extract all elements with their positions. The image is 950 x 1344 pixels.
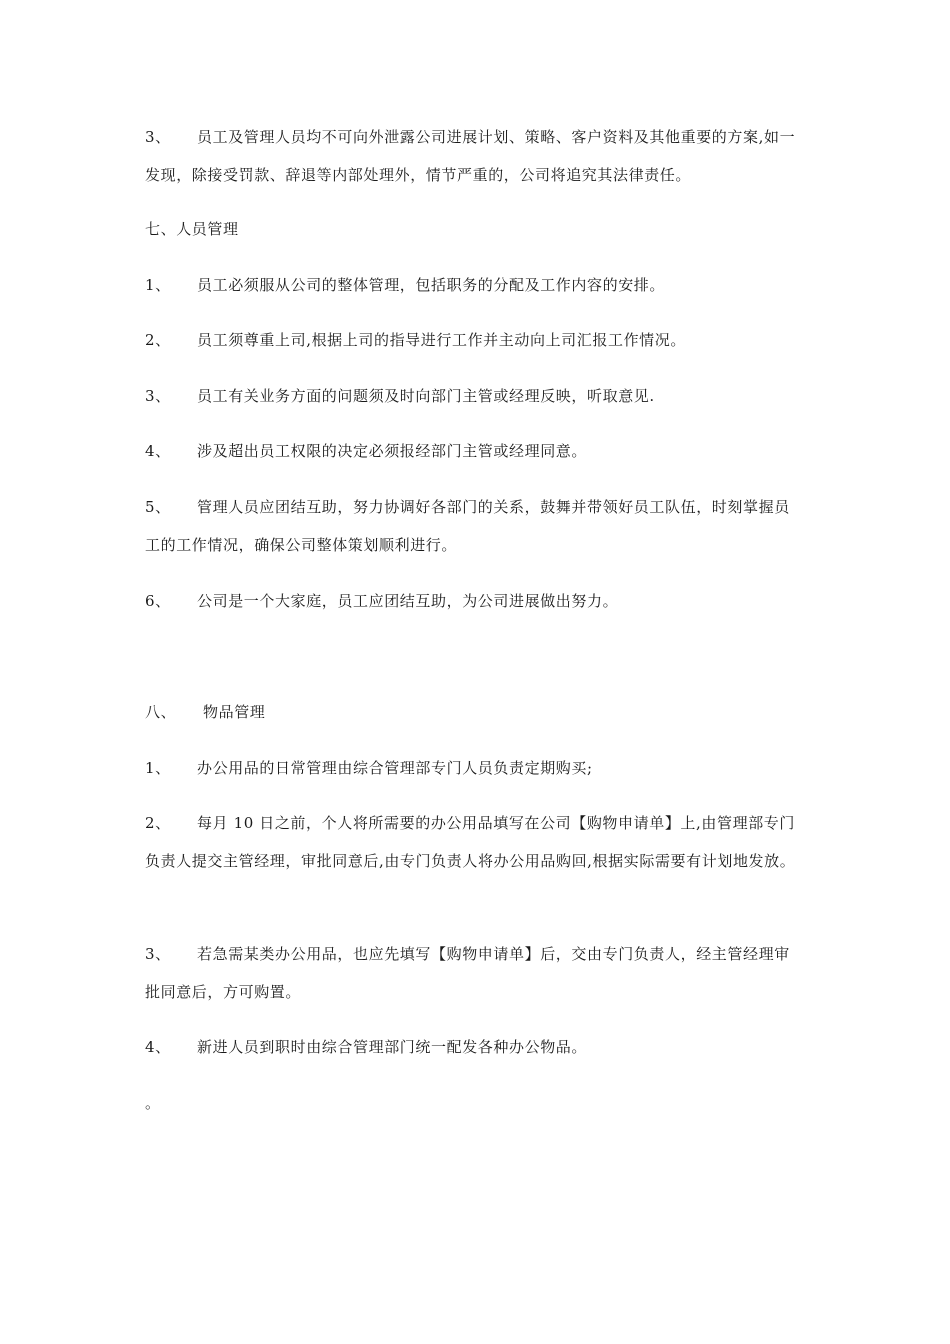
- item-text: 员工必须服从公司的整体管理，包括职务的分配及工作内容的安排。: [197, 276, 666, 294]
- section-six-item-3: [145, 118, 805, 194]
- section-eight-item-4: [145, 1028, 805, 1066]
- item-text: 员工须尊重上司,根据上司的指导进行工作并主动向上司汇报工作情况。: [197, 331, 686, 349]
- item-number: 5、: [145, 498, 171, 516]
- item-text: 公司是一个大家庭，员工应团结互助，为公司进展做出努力。: [197, 592, 619, 610]
- item-text: 管理人员应团结互助，努力协调好各部门的关系，鼓舞并带领好员工队伍，时刻掌握员工的工作情况，确保公司整体策划顺利进行。: [145, 498, 790, 554]
- section-seven-item-5: [145, 488, 805, 564]
- section-eight-heading: [145, 693, 805, 731]
- heading-text: 物品管理: [203, 703, 266, 721]
- section-eight-item-1: [145, 749, 805, 787]
- item-text: 新进人员到职时由综合管理部门统一配发各种办公物品。: [197, 1038, 588, 1056]
- item-text: 员工有关业务方面的问题须及时向部门主管或经理反映，听取意见.: [197, 387, 655, 405]
- item-number: 4、: [145, 1038, 171, 1056]
- item-text: 若急需某类办公用品，也应先填写【购物申请单】后，交由专门负责人，经主管经理审批同意后，方可购置。: [145, 945, 790, 1001]
- item-text: 员工及管理人员均不可向外泄露公司进展计划、策略、客户资料及其他重要的方案,如一发现，除接受罚款、辞退等内部处理外，情节严重的，公司将追究其法律责任。: [145, 128, 796, 184]
- item-text: 涉及超出员工权限的决定必须报经部门主管或经理同意。: [197, 442, 588, 460]
- item-number: 6、: [145, 592, 171, 610]
- section-eight-item-2: [145, 804, 805, 880]
- section-seven-item-3: [145, 377, 805, 415]
- section-seven-item-6: [145, 582, 805, 620]
- item-number: 1、: [145, 276, 171, 294]
- section-eight-item-3: [145, 935, 805, 1011]
- item-number: 3、: [145, 128, 171, 146]
- trailing-mark: 。: [145, 1094, 161, 1112]
- item-number: 2、: [145, 814, 171, 832]
- item-number: 2、: [145, 331, 171, 349]
- section-seven-item-4: [145, 432, 805, 470]
- heading-number: 八、: [145, 703, 177, 721]
- section-seven-heading: 七、人员管理: [145, 220, 239, 238]
- item-number: 3、: [145, 945, 171, 963]
- item-text: 办公用品的日常管理由综合管理部专门人员负责定期购买;: [197, 759, 593, 777]
- item-number: 1、: [145, 759, 171, 777]
- item-text: 每月 10 日之前，个人将所需要的办公用品填写在公司【购物申请单】上,由管理部专门负责人提交主管经理，审批同意后,由专门负责人将办公用品购回,根据实际需要有计划地发放。: [145, 814, 796, 870]
- item-number: 3、: [145, 387, 171, 405]
- section-seven-item-1: [145, 266, 805, 304]
- section-seven-item-2: [145, 321, 805, 359]
- item-number: 4、: [145, 442, 171, 460]
